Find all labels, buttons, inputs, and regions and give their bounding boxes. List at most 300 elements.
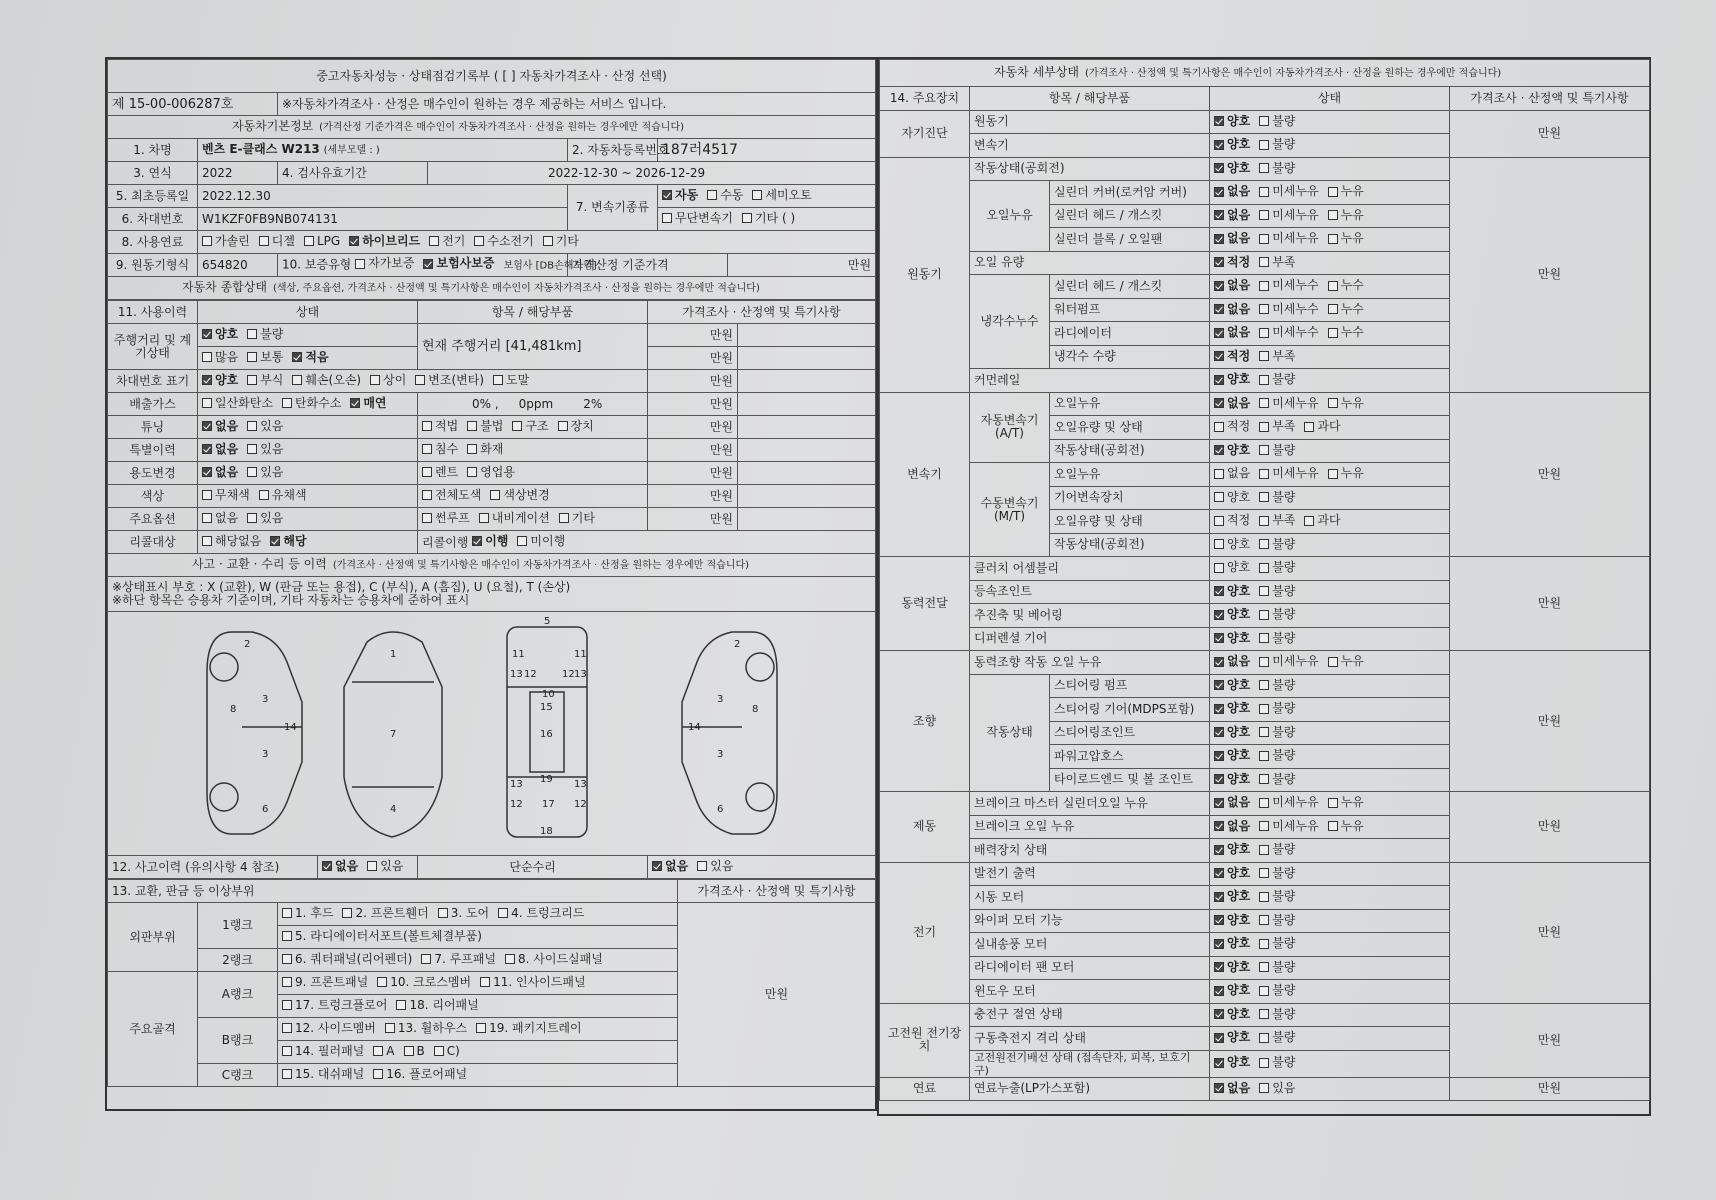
checkbox-option[interactable] — [202, 420, 238, 433]
checkbox-option[interactable] — [259, 489, 307, 502]
checkbox-option[interactable] — [1259, 162, 1295, 175]
unchecked-box-icon[interactable] — [467, 421, 477, 431]
checkbox-option[interactable] — [1214, 303, 1250, 316]
checkbox-option[interactable] — [202, 235, 250, 248]
unchecked-box-icon[interactable] — [282, 931, 292, 941]
checked-box-icon[interactable] — [350, 398, 360, 408]
checkbox-option[interactable] — [472, 535, 508, 548]
unchecked-box-icon[interactable] — [404, 1046, 414, 1056]
checkbox-option[interactable] — [652, 860, 688, 873]
checkbox-option[interactable] — [1214, 890, 1250, 903]
checkbox-option[interactable] — [1214, 749, 1250, 762]
checked-box-icon[interactable] — [662, 190, 672, 200]
checkbox-option[interactable] — [385, 1022, 467, 1035]
unchecked-box-icon[interactable] — [490, 490, 500, 500]
unchecked-box-icon[interactable] — [282, 1000, 292, 1010]
checkbox-option[interactable] — [1328, 279, 1364, 292]
checkbox-option[interactable] — [1214, 1056, 1250, 1069]
checked-box-icon[interactable] — [1214, 845, 1224, 855]
unchecked-box-icon[interactable] — [1214, 516, 1224, 526]
checkbox-option[interactable] — [1304, 514, 1340, 527]
unchecked-box-icon[interactable] — [434, 1046, 444, 1056]
checkbox-option[interactable] — [1259, 397, 1318, 410]
unchecked-box-icon[interactable] — [1304, 422, 1314, 432]
checkbox-option[interactable] — [259, 235, 295, 248]
checkbox-option[interactable] — [1259, 914, 1295, 927]
checkbox-option[interactable] — [202, 535, 261, 548]
unchecked-box-icon[interactable] — [282, 398, 292, 408]
checkbox-option[interactable] — [1214, 585, 1250, 598]
checkbox-option[interactable] — [247, 351, 283, 364]
checkbox-option[interactable] — [342, 907, 428, 920]
checkbox-option[interactable] — [1214, 326, 1250, 339]
checkbox-option[interactable] — [479, 512, 550, 525]
checkbox-option[interactable] — [1214, 538, 1250, 551]
unchecked-box-icon[interactable] — [512, 421, 522, 431]
checkbox-option[interactable] — [1214, 279, 1250, 292]
checkbox-option[interactable] — [404, 1045, 425, 1058]
checkbox-option[interactable] — [1214, 867, 1250, 880]
checkbox-option[interactable] — [282, 930, 482, 943]
checked-box-icon[interactable] — [1214, 704, 1224, 714]
unchecked-box-icon[interactable] — [1328, 281, 1338, 291]
unchecked-box-icon[interactable] — [1328, 187, 1338, 197]
checkbox-option[interactable] — [543, 235, 579, 248]
checkbox-option[interactable] — [304, 235, 340, 248]
checkbox-option[interactable] — [282, 1068, 364, 1081]
unchecked-box-icon[interactable] — [247, 329, 257, 339]
checkbox-option[interactable] — [1328, 820, 1364, 833]
checkbox-option[interactable] — [349, 235, 420, 248]
unchecked-box-icon[interactable] — [247, 467, 257, 477]
checkbox-option[interactable] — [282, 976, 368, 989]
checked-box-icon[interactable] — [1214, 328, 1224, 338]
checked-box-icon[interactable] — [202, 444, 212, 454]
unchecked-box-icon[interactable] — [1259, 680, 1269, 690]
checkbox-option[interactable] — [1259, 373, 1295, 386]
checked-box-icon[interactable] — [1214, 375, 1224, 385]
checkbox-option[interactable] — [1259, 1056, 1295, 1069]
checked-box-icon[interactable] — [202, 329, 212, 339]
checkbox-option[interactable] — [1214, 608, 1250, 621]
checkbox-option[interactable] — [1214, 561, 1250, 574]
checked-box-icon[interactable] — [349, 236, 359, 246]
checked-box-icon[interactable] — [1214, 962, 1224, 972]
unchecked-box-icon[interactable] — [1259, 986, 1269, 996]
checked-box-icon[interactable] — [202, 467, 212, 477]
checkbox-option[interactable] — [270, 535, 306, 548]
checkbox-option[interactable] — [1259, 749, 1295, 762]
unchecked-box-icon[interactable] — [355, 259, 365, 269]
checkbox-option[interactable] — [1214, 632, 1250, 645]
unchecked-box-icon[interactable] — [422, 444, 432, 454]
unchecked-box-icon[interactable] — [1259, 351, 1269, 361]
unchecked-box-icon[interactable] — [493, 375, 503, 385]
checked-box-icon[interactable] — [1214, 868, 1224, 878]
unchecked-box-icon[interactable] — [1259, 140, 1269, 150]
unchecked-box-icon[interactable] — [1259, 328, 1269, 338]
checkbox-option[interactable] — [1328, 209, 1364, 222]
checkbox-option[interactable] — [1214, 702, 1250, 715]
unchecked-box-icon[interactable] — [282, 1069, 292, 1079]
unchecked-box-icon[interactable] — [1328, 234, 1338, 244]
unchecked-box-icon[interactable] — [1259, 727, 1269, 737]
unchecked-box-icon[interactable] — [474, 236, 484, 246]
checkbox-option[interactable] — [752, 189, 811, 202]
checked-box-icon[interactable] — [1214, 257, 1224, 267]
checkbox-option[interactable] — [498, 907, 584, 920]
unchecked-box-icon[interactable] — [282, 1046, 292, 1056]
checkbox-option[interactable] — [202, 489, 250, 502]
unchecked-box-icon[interactable] — [247, 444, 257, 454]
unchecked-box-icon[interactable] — [1259, 798, 1269, 808]
checkbox-option[interactable] — [1259, 115, 1295, 128]
unchecked-box-icon[interactable] — [1259, 610, 1269, 620]
checkbox-option[interactable] — [474, 235, 533, 248]
checkbox-option[interactable] — [1259, 820, 1318, 833]
unchecked-box-icon[interactable] — [498, 908, 508, 918]
unchecked-box-icon[interactable] — [559, 513, 569, 523]
unchecked-box-icon[interactable] — [247, 513, 257, 523]
checkbox-option[interactable] — [707, 189, 743, 202]
checkbox-option[interactable] — [1259, 608, 1295, 621]
checked-box-icon[interactable] — [1214, 140, 1224, 150]
checkbox-option[interactable] — [202, 443, 238, 456]
unchecked-box-icon[interactable] — [662, 213, 672, 223]
unchecked-box-icon[interactable] — [202, 536, 212, 546]
unchecked-box-icon[interactable] — [1259, 210, 1269, 220]
checkbox-option[interactable] — [422, 512, 470, 525]
unchecked-box-icon[interactable] — [342, 908, 352, 918]
checkbox-option[interactable] — [1214, 514, 1250, 527]
checkbox-option[interactable] — [1328, 185, 1364, 198]
checked-box-icon[interactable] — [423, 259, 433, 269]
unchecked-box-icon[interactable] — [1259, 845, 1269, 855]
unchecked-box-icon[interactable] — [282, 908, 292, 918]
checkbox-option[interactable] — [1328, 326, 1364, 339]
checkbox-option[interactable] — [1214, 796, 1250, 809]
unchecked-box-icon[interactable] — [1259, 492, 1269, 502]
checkbox-option[interactable] — [422, 420, 458, 433]
checkbox-option[interactable] — [1214, 138, 1250, 151]
unchecked-box-icon[interactable] — [421, 954, 431, 964]
checkbox-option[interactable] — [1259, 867, 1295, 880]
checked-box-icon[interactable] — [1214, 798, 1224, 808]
checkbox-option[interactable] — [1259, 444, 1295, 457]
checkbox-option[interactable] — [1214, 679, 1250, 692]
unchecked-box-icon[interactable] — [1328, 210, 1338, 220]
checkbox-option[interactable] — [1328, 397, 1364, 410]
checkbox-option[interactable] — [1259, 1008, 1295, 1021]
checkbox-option[interactable] — [1259, 326, 1318, 339]
checkbox-option[interactable] — [1328, 655, 1364, 668]
checked-box-icon[interactable] — [1214, 751, 1224, 761]
unchecked-box-icon[interactable] — [1259, 257, 1269, 267]
checked-box-icon[interactable] — [1214, 821, 1224, 831]
checkbox-option[interactable] — [247, 420, 283, 433]
checkbox-option[interactable] — [355, 257, 414, 270]
checkbox-option[interactable] — [1214, 820, 1250, 833]
unchecked-box-icon[interactable] — [1259, 751, 1269, 761]
checked-box-icon[interactable] — [1214, 680, 1224, 690]
unchecked-box-icon[interactable] — [422, 421, 432, 431]
checkbox-option[interactable] — [480, 976, 585, 989]
checkbox-option[interactable] — [373, 1045, 394, 1058]
unchecked-box-icon[interactable] — [377, 977, 387, 987]
checkbox-option[interactable] — [421, 953, 496, 966]
unchecked-box-icon[interactable] — [247, 421, 257, 431]
checkbox-option[interactable] — [1214, 914, 1250, 927]
checkbox-option[interactable] — [1214, 209, 1250, 222]
unchecked-box-icon[interactable] — [422, 513, 432, 523]
unchecked-box-icon[interactable] — [1259, 1058, 1269, 1068]
unchecked-box-icon[interactable] — [476, 1023, 486, 1033]
checkbox-option[interactable] — [1214, 984, 1250, 997]
unchecked-box-icon[interactable] — [1259, 586, 1269, 596]
unchecked-box-icon[interactable] — [558, 421, 568, 431]
unchecked-box-icon[interactable] — [1259, 633, 1269, 643]
checkbox-option[interactable] — [202, 466, 238, 479]
unchecked-box-icon[interactable] — [202, 236, 212, 246]
checked-box-icon[interactable] — [652, 861, 662, 871]
unchecked-box-icon[interactable] — [543, 236, 553, 246]
unchecked-box-icon[interactable] — [202, 490, 212, 500]
checkbox-option[interactable] — [493, 374, 529, 387]
unchecked-box-icon[interactable] — [1259, 375, 1269, 385]
checked-box-icon[interactable] — [1214, 1033, 1224, 1043]
checkbox-option[interactable] — [1328, 467, 1364, 480]
unchecked-box-icon[interactable] — [1259, 539, 1269, 549]
unchecked-box-icon[interactable] — [259, 236, 269, 246]
unchecked-box-icon[interactable] — [1259, 422, 1269, 432]
checkbox-option[interactable] — [1259, 843, 1295, 856]
checked-box-icon[interactable] — [292, 352, 302, 362]
checkbox-option[interactable] — [202, 397, 273, 410]
unchecked-box-icon[interactable] — [373, 1046, 383, 1056]
unchecked-box-icon[interactable] — [1259, 774, 1269, 784]
checked-box-icon[interactable] — [1214, 939, 1224, 949]
unchecked-box-icon[interactable] — [1259, 1033, 1269, 1043]
checked-box-icon[interactable] — [1214, 610, 1224, 620]
checked-box-icon[interactable] — [1214, 351, 1224, 361]
checked-box-icon[interactable] — [1214, 727, 1224, 737]
unchecked-box-icon[interactable] — [1328, 657, 1338, 667]
checked-box-icon[interactable] — [1214, 304, 1224, 314]
unchecked-box-icon[interactable] — [1259, 445, 1269, 455]
unchecked-box-icon[interactable] — [1259, 962, 1269, 972]
checked-box-icon[interactable] — [1214, 915, 1224, 925]
checkbox-option[interactable] — [1259, 514, 1295, 527]
unchecked-box-icon[interactable] — [292, 375, 302, 385]
checkbox-option[interactable] — [1259, 185, 1318, 198]
checked-box-icon[interactable] — [1214, 892, 1224, 902]
checkbox-option[interactable] — [1259, 467, 1318, 480]
checkbox-option[interactable] — [1259, 491, 1295, 504]
unchecked-box-icon[interactable] — [1304, 516, 1314, 526]
checkbox-option[interactable] — [1214, 232, 1250, 245]
checkbox-option[interactable] — [1328, 796, 1364, 809]
unchecked-box-icon[interactable] — [202, 398, 212, 408]
unchecked-box-icon[interactable] — [282, 1023, 292, 1033]
checkbox-option[interactable] — [282, 953, 412, 966]
checkbox-option[interactable] — [1259, 937, 1295, 950]
checkbox-option[interactable] — [697, 860, 733, 873]
checked-box-icon[interactable] — [1214, 633, 1224, 643]
checked-box-icon[interactable] — [1214, 234, 1224, 244]
checked-box-icon[interactable] — [1214, 163, 1224, 173]
checked-box-icon[interactable] — [1214, 116, 1224, 126]
unchecked-box-icon[interactable] — [1214, 539, 1224, 549]
checkbox-option[interactable] — [1259, 209, 1318, 222]
checkbox-option[interactable] — [247, 328, 283, 341]
unchecked-box-icon[interactable] — [1259, 234, 1269, 244]
checked-box-icon[interactable] — [1214, 986, 1224, 996]
checkbox-option[interactable] — [467, 466, 515, 479]
checkbox-option[interactable] — [1259, 538, 1295, 551]
checkbox-option[interactable] — [1214, 350, 1250, 363]
checkbox-option[interactable] — [434, 1045, 460, 1058]
unchecked-box-icon[interactable] — [1214, 469, 1224, 479]
checked-box-icon[interactable] — [1214, 187, 1224, 197]
checkbox-option[interactable] — [1214, 397, 1250, 410]
checkbox-option[interactable] — [476, 1022, 581, 1035]
checkbox-option[interactable] — [1259, 350, 1295, 363]
checkbox-option[interactable] — [1214, 444, 1250, 457]
unchecked-box-icon[interactable] — [1328, 304, 1338, 314]
unchecked-box-icon[interactable] — [385, 1023, 395, 1033]
checkbox-option[interactable] — [202, 351, 238, 364]
checkbox-option[interactable] — [1304, 420, 1340, 433]
unchecked-box-icon[interactable] — [479, 513, 489, 523]
unchecked-box-icon[interactable] — [1259, 868, 1269, 878]
checkbox-option[interactable] — [423, 257, 494, 270]
checkbox-option[interactable] — [373, 1068, 467, 1081]
checkbox-option[interactable] — [517, 535, 565, 548]
checkbox-option[interactable] — [292, 351, 328, 364]
unchecked-box-icon[interactable] — [480, 977, 490, 987]
checkbox-option[interactable] — [1259, 961, 1295, 974]
checkbox-option[interactable] — [1214, 843, 1250, 856]
checkbox-option[interactable] — [1259, 303, 1318, 316]
checkbox-option[interactable] — [282, 907, 333, 920]
checkbox-option[interactable] — [367, 860, 403, 873]
checkbox-option[interactable] — [1259, 256, 1295, 269]
checkbox-option[interactable] — [292, 374, 361, 387]
checked-box-icon[interactable] — [1214, 281, 1224, 291]
checked-box-icon[interactable] — [1214, 657, 1224, 667]
checked-box-icon[interactable] — [202, 375, 212, 385]
checkbox-option[interactable] — [1259, 679, 1295, 692]
unchecked-box-icon[interactable] — [429, 236, 439, 246]
checkbox-option[interactable] — [1214, 655, 1250, 668]
checkbox-option[interactable] — [1259, 702, 1295, 715]
checkbox-option[interactable] — [1259, 585, 1295, 598]
unchecked-box-icon[interactable] — [202, 513, 212, 523]
checkbox-option[interactable] — [1259, 1031, 1295, 1044]
checkbox-option[interactable] — [370, 374, 406, 387]
checkbox-option[interactable] — [1214, 961, 1250, 974]
checkbox-option[interactable] — [512, 420, 548, 433]
checkbox-option[interactable] — [1259, 279, 1318, 292]
unchecked-box-icon[interactable] — [415, 375, 425, 385]
checked-box-icon[interactable] — [1214, 210, 1224, 220]
checkbox-option[interactable] — [350, 397, 386, 410]
checkbox-option[interactable] — [467, 420, 503, 433]
checkbox-option[interactable] — [1259, 232, 1318, 245]
unchecked-box-icon[interactable] — [1259, 821, 1269, 831]
unchecked-box-icon[interactable] — [1259, 469, 1269, 479]
checkbox-option[interactable] — [1214, 115, 1250, 128]
checkbox-option[interactable] — [247, 512, 283, 525]
unchecked-box-icon[interactable] — [396, 1000, 406, 1010]
checkbox-option[interactable] — [247, 374, 283, 387]
unchecked-box-icon[interactable] — [1259, 398, 1269, 408]
unchecked-box-icon[interactable] — [1214, 563, 1224, 573]
unchecked-box-icon[interactable] — [742, 213, 752, 223]
unchecked-box-icon[interactable] — [697, 861, 707, 871]
checkbox-option[interactable] — [1214, 467, 1250, 480]
unchecked-box-icon[interactable] — [752, 190, 762, 200]
checkbox-option[interactable] — [1214, 420, 1250, 433]
checkbox-option[interactable] — [1328, 303, 1364, 316]
unchecked-box-icon[interactable] — [505, 954, 515, 964]
unchecked-box-icon[interactable] — [707, 190, 717, 200]
checkbox-option[interactable] — [377, 976, 471, 989]
checkbox-option[interactable] — [247, 443, 283, 456]
checkbox-option[interactable] — [742, 212, 795, 225]
checkbox-option[interactable] — [1259, 796, 1318, 809]
unchecked-box-icon[interactable] — [202, 352, 212, 362]
checkbox-option[interactable] — [1328, 232, 1364, 245]
unchecked-box-icon[interactable] — [1214, 422, 1224, 432]
unchecked-box-icon[interactable] — [422, 490, 432, 500]
checkbox-option[interactable] — [559, 512, 595, 525]
unchecked-box-icon[interactable] — [1259, 116, 1269, 126]
unchecked-box-icon[interactable] — [1259, 163, 1269, 173]
unchecked-box-icon[interactable] — [259, 490, 269, 500]
checkbox-option[interactable] — [490, 489, 549, 502]
checked-box-icon[interactable] — [1214, 1083, 1224, 1093]
unchecked-box-icon[interactable] — [1259, 657, 1269, 667]
checkbox-option[interactable] — [1214, 1082, 1250, 1095]
unchecked-box-icon[interactable] — [367, 861, 377, 871]
unchecked-box-icon[interactable] — [438, 908, 448, 918]
unchecked-box-icon[interactable] — [1259, 516, 1269, 526]
checkbox-option[interactable] — [282, 999, 387, 1012]
unchecked-box-icon[interactable] — [1259, 563, 1269, 573]
unchecked-box-icon[interactable] — [1259, 187, 1269, 197]
unchecked-box-icon[interactable] — [1259, 1009, 1269, 1019]
checkbox-option[interactable] — [1259, 726, 1295, 739]
checkbox-option[interactable] — [1259, 561, 1295, 574]
checkbox-option[interactable] — [1214, 1008, 1250, 1021]
checkbox-option[interactable] — [558, 420, 594, 433]
unchecked-box-icon[interactable] — [1328, 328, 1338, 338]
checkbox-option[interactable] — [1259, 1082, 1295, 1095]
checkbox-option[interactable] — [396, 999, 478, 1012]
checkbox-option[interactable] — [202, 512, 238, 525]
unchecked-box-icon[interactable] — [247, 352, 257, 362]
unchecked-box-icon[interactable] — [247, 375, 257, 385]
checkbox-option[interactable] — [1259, 632, 1295, 645]
unchecked-box-icon[interactable] — [467, 467, 477, 477]
checkbox-option[interactable] — [1259, 655, 1318, 668]
checkbox-option[interactable] — [1259, 890, 1295, 903]
unchecked-box-icon[interactable] — [1328, 821, 1338, 831]
checkbox-option[interactable] — [1214, 726, 1250, 739]
checked-box-icon[interactable] — [1214, 1009, 1224, 1019]
checkbox-option[interactable] — [1214, 1031, 1250, 1044]
